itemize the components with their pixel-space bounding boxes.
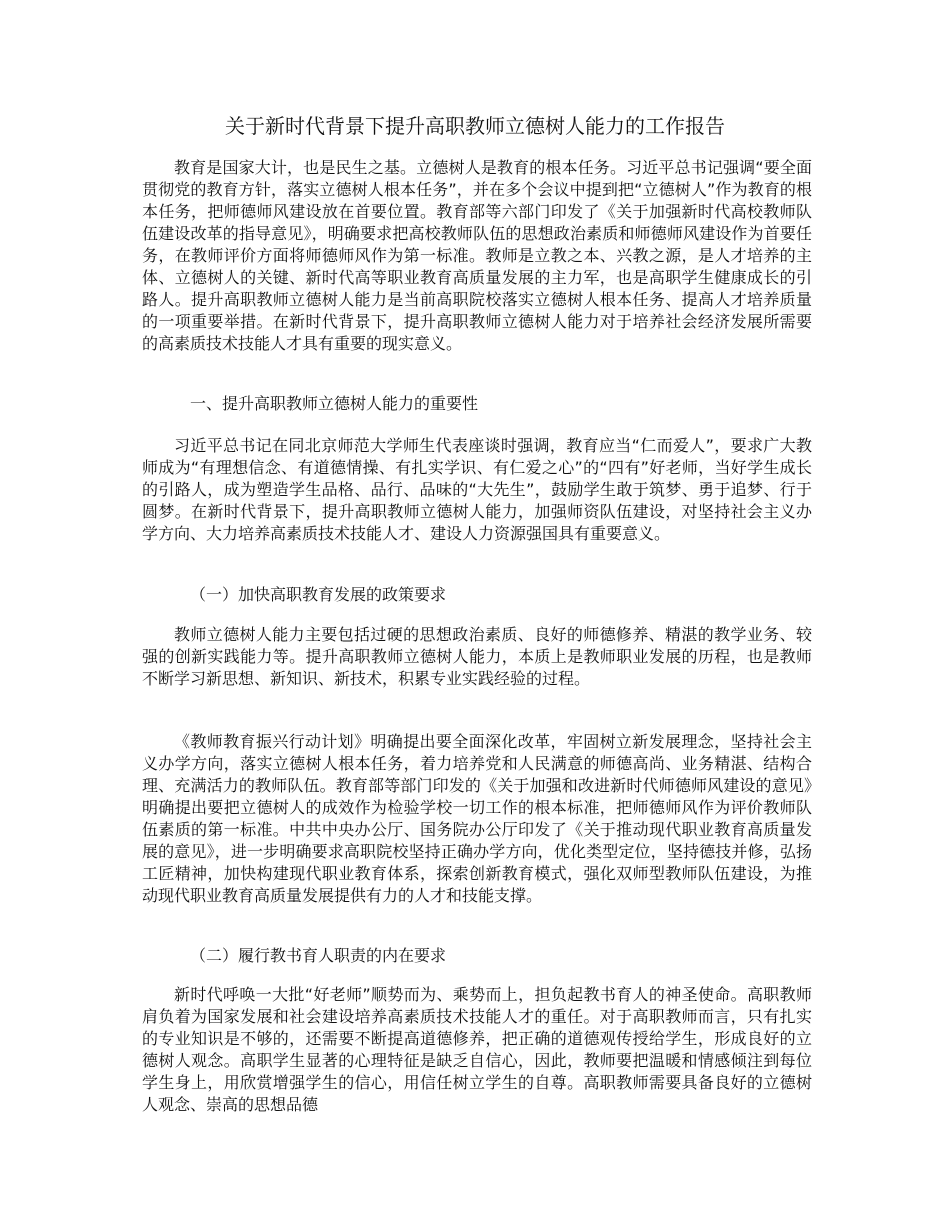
- paragraph-ability-definition: 教师立德树人能力主要包括过硬的思想政治素质、良好的师德修养、精湛的教学业务、较强的创新实践能力等。提升高职教师立德树人能力，本质上是教师职业发展的历程，也是教师不断学习新思想、新知识、新技术，积累专业实践经验的过程。: [142, 625, 812, 688]
- paragraph-importance: 习近平总书记在同北京师范大学师生代表座谈时强调，教育应当“仁而爱人”，要求广大教师成为“有理想信念、有道德情操、有扎实学识、有仁爱之心”的“四有”好老师，当好学生成长的引路人，成为塑造学生品格、品行、品味的“大先生”，鼓励学生敢于筑梦、勇于追梦、行于圆梦。在新时代背景下，提升高职教师立德树人能力，加强师资队伍建设，对坚持社会主义办学方向、大力培养高素质技术技能人才、建设人力资源强国具有重要意义。: [142, 436, 812, 543]
- paragraph-introduction: 教育是国家大计，也是民生之基。立德树人是教育的根本任务。习近平总书记强调“要全面贯彻党的教育方针，落实立德树人根本任务”，并在多个会议中提到把“立德树人”作为教育的根本任务，把师德师风建设放在首要位置。教育部等六部门印发了《关于加强新时代高校教师队伍建设改革的指导意见》，明确要求把高校教师队伍的思想政治素质和师德师风建设作为首要任务，在教师评价方面将师德师风作为第一标准。教师是立教之本、兴教之源，是人才培养的主体、立德树人的关键、新时代高等职业教育高质量发展的主力军，也是高职学生健康成长的引路人。提升高职教师立德树人能力是当前高职院校落实立德树人根本任务、提高人才培养质量的一项重要举措。在新时代背景下，提升高职教师立德树人能力对于培养社会经济发展所需要的高素质技术技能人才具有重要的现实意义。: [142, 158, 812, 353]
- paragraph-teaching-duty: 新时代呼唤一大批“好老师”顺势而为、乘势而上，担负起教书育人的神圣使命。高职教师肩负着为国家发展和社会建设培养高素质技术技能人才的重任。对于高职教师而言，只有扎实的专业知识是不够的，还需要不断提高道德修养，把正确的道德观传授给学生，形成良好的立德树人观念。高职学生显著的心理特征是缺乏自信心，因此，教师要把温暖和情感倾注到每位学生身上，用欣赏增强学生的信心，用信任树立学生的自尊。高职教师需要具备良好的立德树人观念、崇高的思想品德: [142, 985, 812, 1114]
- paragraph-policy-documents: 《教师教育振兴行动计划》明确提出要全面深化改革，牢固树立新发展理念，坚持社会主义办学方向，落实立德树人根本任务，着力培养党和人民满意的师德高尚、业务精湛、结构合理、充满活力的教师队伍。教育部等部门印发的《关于加强和改进新时代师德师风建设的意见》明确提出要把立德树人的成效作为检验学校一切工作的根本标准，把师德师风作为评价教师队伍素质的第一标准。中共中央办公厅、国务院办公厅印发了《关于推动现代职业教育高质量发展的意见》，进一步明确要求高职院校坚持正确办学方向，优化类型定位，坚持德技并修，弘扬工匠精神，加快构建现代职业教育体系，探索创新教育模式，强化双师型教师队伍建设，为推动现代职业教育高质量发展提供有力的人才和技能支撑。: [142, 732, 812, 905]
- subsection-heading-policy: （一）加快高职教育发展的政策要求: [190, 585, 447, 604]
- document-title: 关于新时代背景下提升高职教师立德树人能力的工作报告: [225, 114, 725, 138]
- section-heading-importance: 一、提升高职教师立德树人能力的重要性: [190, 394, 479, 413]
- subsection-heading-duty: （二）履行教书育人职责的内在要求: [190, 946, 447, 965]
